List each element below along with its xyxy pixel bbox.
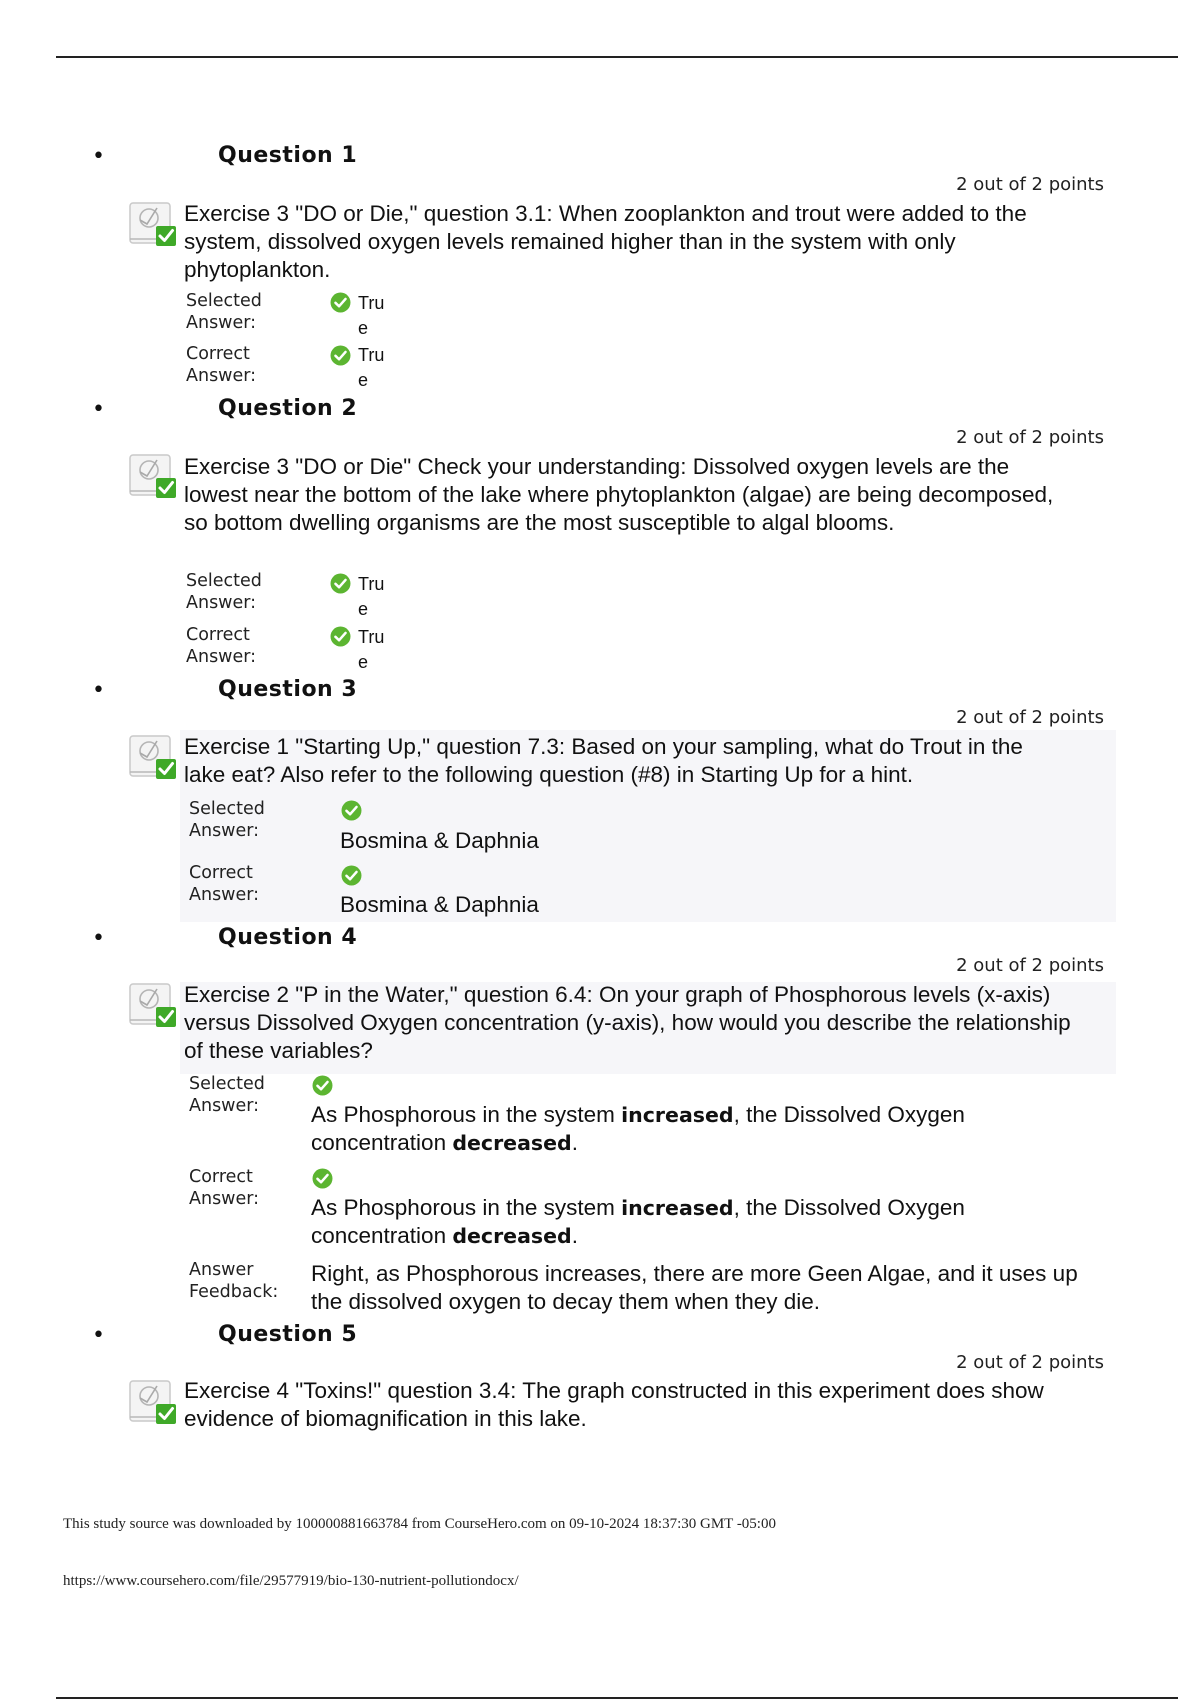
bullet: • [92, 144, 105, 169]
correct-answer: True [358, 627, 385, 672]
correct-answer-label: Correct Answer: [189, 863, 260, 905]
check-icon [330, 626, 351, 647]
answer-feedback: Right, as Phosphorous increases, there are more Geen Algae, and it uses up the dissolved oxygen to decay them when they die. [311, 1261, 1078, 1314]
check-icon [341, 800, 362, 821]
download-source-notice: This study source was downloaded by 100000881663784 from CourseHero.com on 09-10-2024 18:37:30 GMT -05:00 [63, 1516, 776, 1532]
correct-question-icon [127, 198, 179, 250]
points: 2 out of 2 points [956, 427, 1104, 448]
question-title: Question 5 [218, 1322, 358, 1347]
points: 2 out of 2 points [956, 174, 1104, 195]
question-title: Question 1 [218, 143, 358, 168]
question-text: Exercise 2 "P in the Water," question 6.4: On your graph of Phosphorous levels (x-axis) versus Dissolved Oxygen concentration (y-axis), how would you describe the relationship of these variables? [184, 982, 1071, 1063]
selected-answer: True [358, 574, 385, 619]
check-icon [312, 1075, 333, 1096]
question-title: Question 2 [218, 396, 358, 421]
points: 2 out of 2 points [956, 1352, 1104, 1373]
points: 2 out of 2 points [956, 707, 1104, 728]
question-text: Exercise 4 "Toxins!" question 3.4: The graph constructed in this experiment does show evidence of biomagnification in this lake. [184, 1378, 1044, 1431]
question-text: Exercise 3 "DO or Die" Check your understanding: Dissolved oxygen levels are the lowest near the bottom of the lake where phytoplankton (algae) are being decomposed, so bottom dwelling organisms are the most susceptible to algal blooms. [184, 454, 1054, 535]
check-icon [330, 573, 351, 594]
correct-answer-label: Correct Answer: [189, 1167, 260, 1209]
correct-answer-label: Correct Answer: [186, 625, 257, 667]
bullet: • [92, 1323, 105, 1348]
selected-answer-label: Selected Answer: [189, 1074, 265, 1116]
bullet: • [92, 678, 105, 703]
correct-question-icon [127, 1376, 179, 1428]
bullet: • [92, 397, 105, 422]
selected-answer: As Phosphorous in the system increased, the Dissolved Oxygen concentration decreased. [311, 1102, 965, 1155]
check-icon [330, 292, 351, 313]
correct-answer: Bosmina & Daphnia [340, 892, 539, 917]
correct-question-icon [127, 731, 179, 783]
correct-answer: True [358, 345, 385, 390]
selected-answer-label: Selected Answer: [189, 799, 265, 841]
question-title: Question 4 [218, 925, 358, 950]
selected-answer-label: Selected Answer: [186, 571, 262, 613]
bottom-rule [56, 1697, 1178, 1699]
question-text: Exercise 1 "Starting Up," question 7.3: Based on your sampling, what do Trout in the lake eat? Also refer to the following question (#8) in Starting Up for a hint. [184, 734, 1023, 787]
selected-answer: Bosmina & Daphnia [340, 828, 539, 853]
correct-question-icon [127, 979, 179, 1031]
selected-answer: True [358, 293, 385, 338]
correct-answer-label: Correct Answer: [186, 344, 257, 386]
answer-feedback-label: Answer Feedback: [189, 1260, 279, 1302]
check-icon [330, 345, 351, 366]
points: 2 out of 2 points [956, 955, 1104, 976]
source-url[interactable]: https://www.coursehero.com/file/29577919/bio-130-nutrient-pollutiondocx/ [63, 1573, 519, 1589]
correct-question-icon [127, 450, 179, 502]
question-title: Question 3 [218, 677, 358, 702]
check-icon [312, 1168, 333, 1189]
correct-answer: As Phosphorous in the system increased, the Dissolved Oxygen concentration decreased. [311, 1195, 965, 1248]
top-rule [56, 56, 1178, 58]
selected-answer-label: Selected Answer: [186, 291, 262, 333]
check-icon [341, 865, 362, 886]
question-text: Exercise 3 "DO or Die," question 3.1: When zooplankton and trout were added to the system, dissolved oxygen levels remained higher than in the system with only phytoplankton. [184, 201, 1027, 282]
bullet: • [92, 926, 105, 951]
